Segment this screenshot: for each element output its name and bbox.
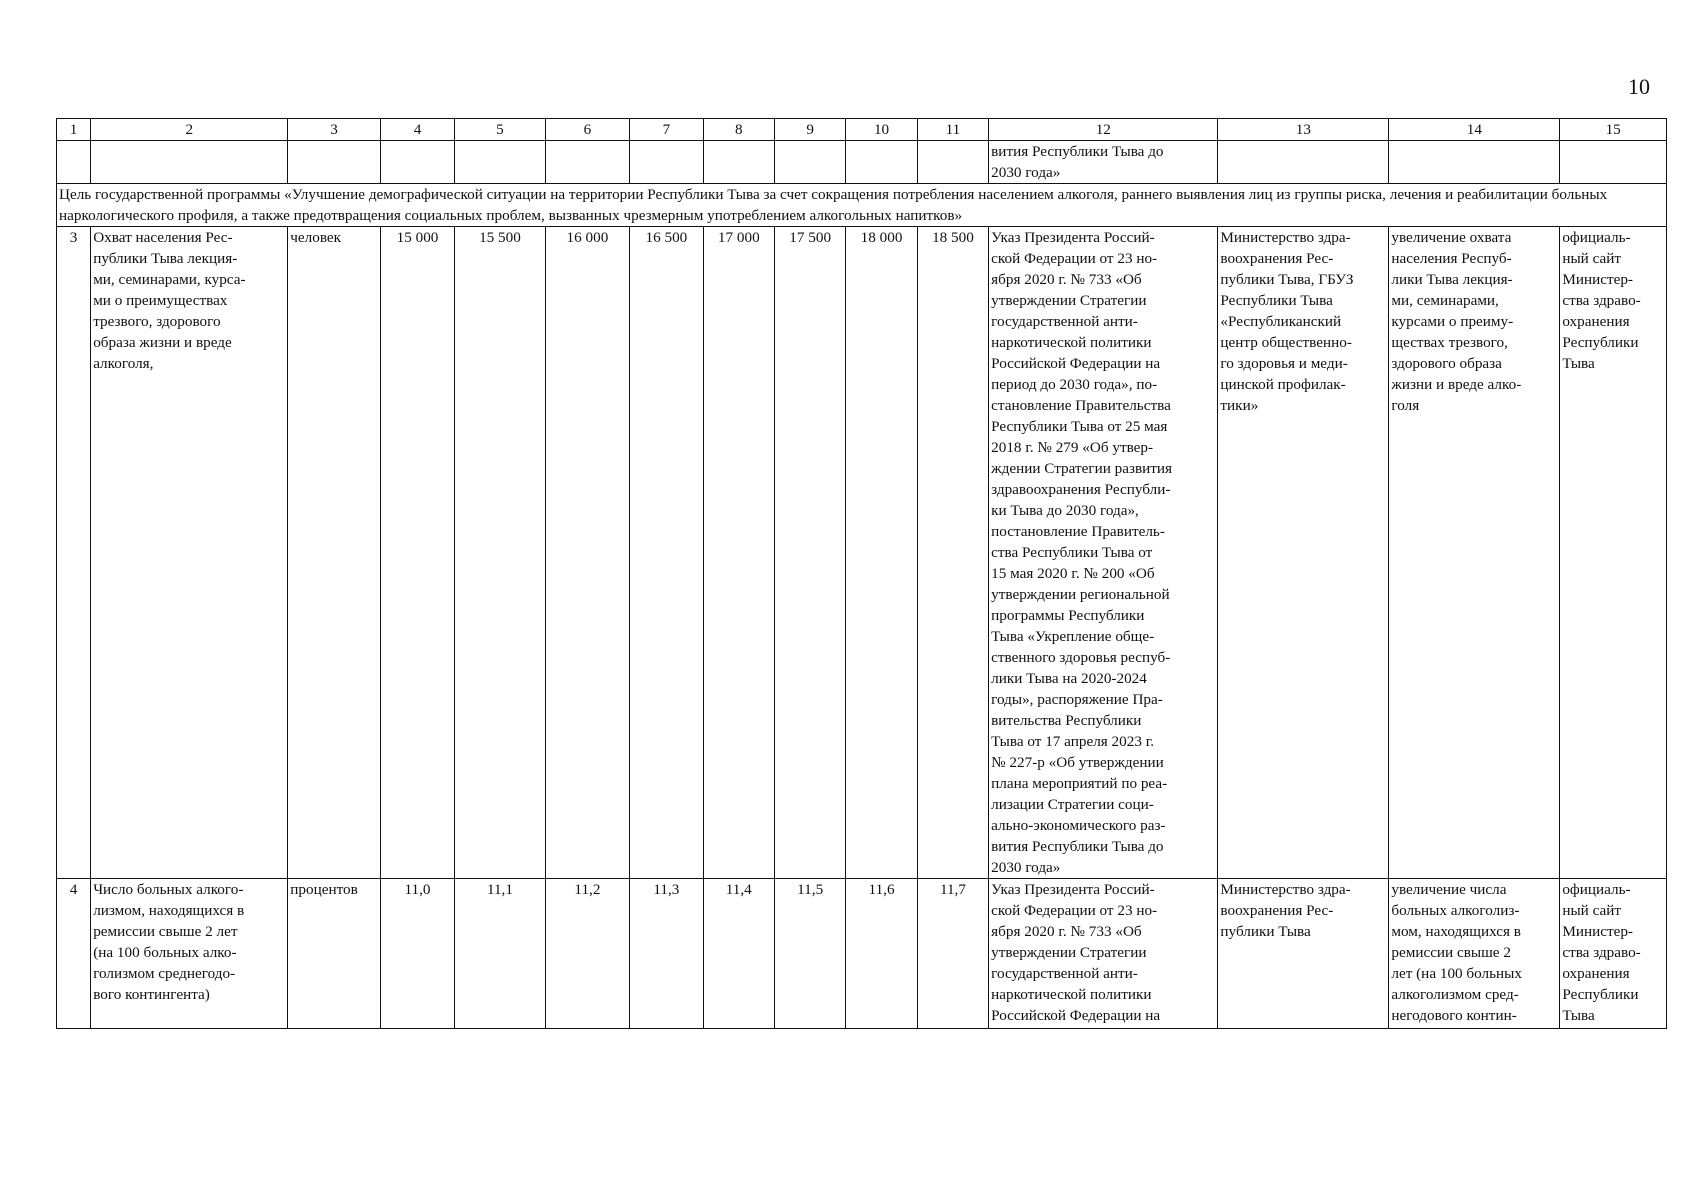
value-cell: 11,5	[774, 879, 845, 1029]
continuation-row	[57, 141, 1667, 184]
col-number: 5	[455, 119, 546, 141]
value-cell: 11,3	[630, 879, 703, 1029]
unit: процентов	[288, 879, 381, 1029]
legal-basis: Указ Президента Россий- ской Федерации от 23 но- ября 2020 г. № 733 «Об утверждении Стратегии государственной анти- наркотической политики Российской Федерации на период до 2030 года», по- становление Правительства Республики Тыва от 25 мая 2018 г. № 279 «Об утвер- ждении Стратегии развития здравоохранения Республи- ки Тыва до 2030 года», постановление Правитель- ства Республики Тыва от 15 мая 2020 г. № 200 «Об утверждении региональной программы Республики Тыва «Укрепление обще- ственного здоровья респуб- лики Тыва на 2020-2024 годы», распоряжение Пра- вительства Республики Тыва от 17 апреля 2023 г. № 227-р «Об утверждении плана мероприятий по реа- лизации Стратегии соци- ально-экономического раз- вития Республики Тыва до 2030 года»	[991, 229, 1173, 876]
responsible-body: Министерство здра- воохранения Рес- публики Тыва, ГБУЗ Республики Тыва «Республиканский центр общественно- го здоровья и меди- цинской профилак- тики»	[1220, 229, 1354, 414]
value-cell: 15 500	[455, 227, 546, 879]
col-number: 14	[1389, 119, 1560, 141]
col-number: 13	[1218, 119, 1389, 141]
data-source: официаль- ный сайт Министер- ства здраво- охранения Республики Тыва	[1562, 881, 1641, 1024]
expected-result: увеличение охвата населения Респуб- лики Тыва лекция- ми, семинарами, курсами о преиму- ществах трезвого, здорового образа жизни и вреде алко- голя	[1391, 229, 1522, 414]
value-cell: 11,6	[846, 879, 917, 1029]
program-goal: Цель государственной программы «Улучшение демографической ситуации на территории Республики Тыва за счет сокращения потребления населением алкоголя, раннего выявления лиц из группы риска, лечения и реабилитации больных наркологического профиля, а также предотвращения социальных проблем, вызванных чрезмерным употреблением алкогольных напитков»	[59, 186, 1608, 224]
col-number: 10	[846, 119, 917, 141]
unit: человек	[288, 227, 381, 879]
table-row	[57, 879, 1667, 1029]
col-number: 3	[288, 119, 381, 141]
expected-result: увеличение числа больных алкоголиз- мом, находящихся в ремиссии свыше 2 лет (на 100 больных алкоголизмом сред- негодового контин-	[1391, 881, 1522, 1024]
value-cell: 11,1	[455, 879, 546, 1029]
row-number: 3	[57, 227, 91, 879]
col-number: 11	[917, 119, 988, 141]
goal-row	[57, 184, 1667, 227]
col-number: 4	[380, 119, 454, 141]
indicator-name: Число больных алкого- лизмом, находящихся в ремиссии свыше 2 лет (на 100 больных алко- голизмом среднегодо- вого контингента)	[93, 881, 245, 1003]
value-cell: 17 500	[774, 227, 845, 879]
col-number: 2	[91, 119, 288, 141]
col-number: 7	[630, 119, 703, 141]
value-cell: 17 000	[703, 227, 774, 879]
value-cell: 18 000	[846, 227, 917, 879]
legal-basis: Указ Президента Россий- ской Федерации от 23 но- ября 2020 г. № 733 «Об утверждении Стратегии государственной анти- наркотической политики Российской Федерации на	[991, 881, 1161, 1024]
indicators-table	[56, 118, 1667, 1029]
data-source: официаль- ный сайт Министер- ства здраво- охранения Республики Тыва	[1562, 229, 1641, 372]
value-cell: 18 500	[917, 227, 988, 879]
value-cell: 16 500	[630, 227, 703, 879]
value-cell: 11,2	[545, 879, 629, 1029]
basis-continuation: вития Республики Тыва до 2030 года»	[991, 143, 1164, 181]
page-number: 10	[1628, 74, 1650, 99]
responsible-body: Министерство здра- воохранения Рес- публики Тыва	[1220, 881, 1351, 940]
table-row	[57, 227, 1667, 879]
col-number: 9	[774, 119, 845, 141]
indicator-name: Охват населения Рес- публики Тыва лекция- ми, семинарами, курса- ми о преимуществах трезвого, здорового образа жизни и вреде алкоголя,	[93, 229, 246, 372]
column-number-row	[57, 119, 1667, 141]
value-cell: 16 000	[545, 227, 629, 879]
col-number: 15	[1560, 119, 1667, 141]
value-cell: 15 000	[380, 227, 454, 879]
value-cell: 11,7	[917, 879, 988, 1029]
col-number: 8	[703, 119, 774, 141]
col-number: 12	[989, 119, 1218, 141]
row-number: 4	[57, 879, 91, 1029]
col-number: 1	[57, 119, 91, 141]
col-number: 6	[545, 119, 629, 141]
value-cell: 11,0	[380, 879, 454, 1029]
value-cell: 11,4	[703, 879, 774, 1029]
